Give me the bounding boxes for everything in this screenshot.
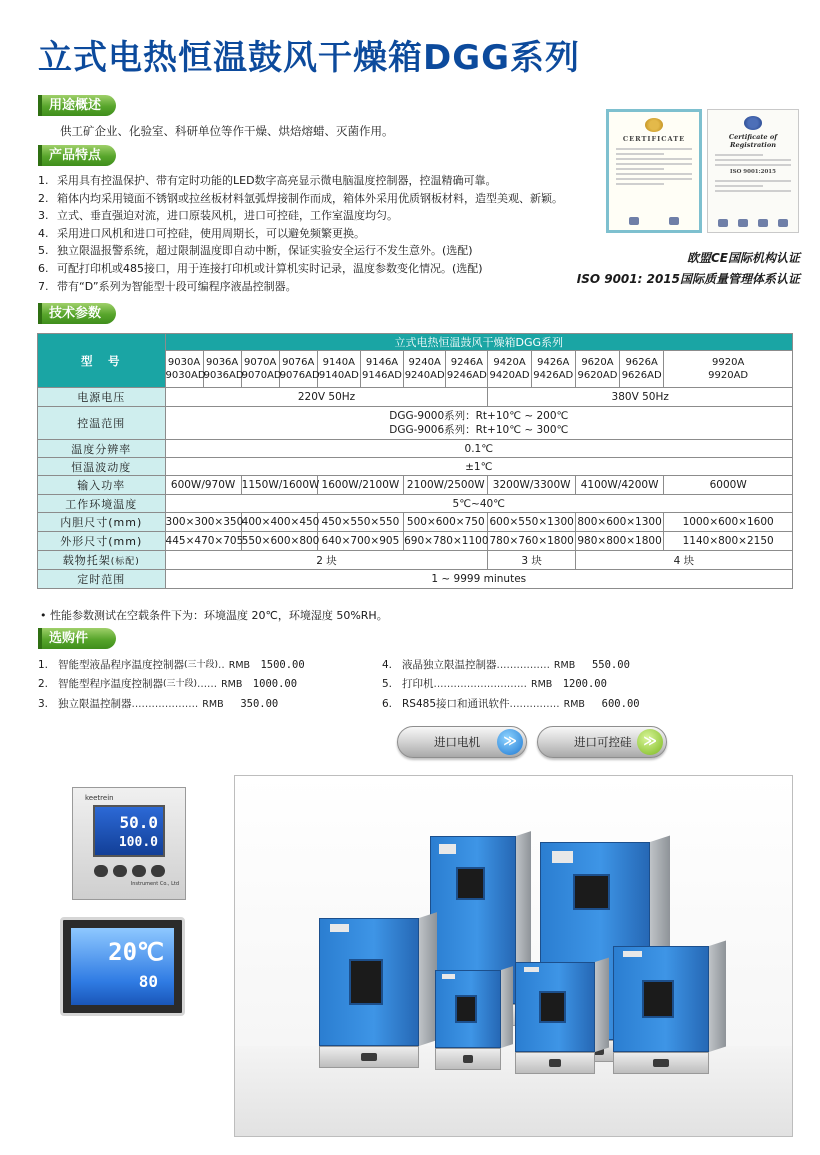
row-label: 输入功率 (38, 476, 166, 495)
feature-item: 2. 箱体内均采用镜面不锈钢或拉丝板材料氩弧焊接制作而成，箱体外采用优质钢板材料，造型美观、新颖。 (38, 191, 563, 205)
model-cell: 9030A 9030AD (165, 351, 203, 388)
table-cell: 5℃~40℃ (165, 495, 792, 513)
iso-certificate (707, 109, 799, 233)
table-cell: 6000W (664, 476, 793, 495)
row-label: 载物托架(标配) (38, 551, 166, 570)
feature-item: 6. 可配打印机或485接口，用于连接打印机或计算机实时记录，温度参数变化情况。(选配) (38, 261, 483, 275)
model-cell: 9036A 9036AD (203, 351, 241, 388)
oven-image (319, 918, 419, 1068)
model-cell: 9246A 9246AD (446, 351, 488, 388)
table-cell: 3200W/3300W (488, 476, 575, 495)
model-cell: 9920A 9920AD (664, 351, 793, 388)
row-label: 电源电压 (38, 388, 166, 407)
section-tag-specs: 技术参数 (38, 303, 116, 324)
controller-reading-primary: 50.0 (119, 813, 158, 832)
table-cell: 450×550×550 (317, 513, 403, 532)
feature-item: 4. 采用进口风机和进口可控硅，使用周期长，可以避免频繁更换。 (38, 226, 365, 240)
table-cell: 690×780×1100 (404, 532, 488, 551)
feature-item: 5. 独立限温报警系统，超过限制温度即自动中断，保证实验安全运行不发生意外。(选配) (38, 244, 473, 258)
option-item: 3. 独立限温控制器 .................... RMB 350.00 (38, 697, 279, 710)
controller-brand: keetrein (85, 794, 114, 802)
lcd-reading-secondary: 80 (138, 972, 158, 991)
certificate-text-lines (713, 154, 793, 166)
imported-scr-button[interactable] (537, 726, 667, 758)
table-cell: 220V 50Hz (165, 388, 488, 407)
row-label: 控温范围 (38, 407, 166, 440)
section-tag-features: 产品特点 (38, 145, 116, 166)
option-item: 6. RS485接口和通讯软件 ............... RMB 600.00 (382, 697, 640, 710)
oven-image (435, 970, 501, 1070)
table-cell: 300×300×350 (165, 513, 241, 532)
imported-motor-button[interactable] (397, 726, 527, 758)
model-cell: 9146A 9146AD (360, 351, 403, 388)
row-label: 温度分辨率 (38, 440, 166, 458)
iso-standard-label: ISO 9001:2015 (730, 169, 776, 175)
oven-image (515, 962, 595, 1074)
table-cell: 4 块 (575, 551, 792, 570)
controller-footer: Instrument Co., Ltd (130, 881, 179, 887)
double-chevron-icon: ≫ (637, 729, 663, 755)
iso-caption: ISO 9001: 2015国际质量管理体系认证 (576, 272, 800, 286)
model-cell: 9426A 9426AD (531, 351, 575, 388)
options-list-right (382, 656, 640, 714)
feature-list (38, 172, 598, 295)
controller-reading-secondary: 100.0 (118, 835, 158, 850)
table-cell: 980×800×1800 (575, 532, 663, 551)
series-header: 立式电热恒温鼓风干燥箱DGG系列 (165, 334, 792, 351)
table-cell: ±1℃ (165, 458, 792, 476)
test-conditions-note: • 性能参数测试在空载条件下为：环境温度 20℃，环境湿度 50%RH。 (40, 609, 388, 622)
table-cell: 400×400×450 (241, 513, 317, 532)
model-cell: 9626A 9626AD (620, 351, 664, 388)
ce-logo-icon (614, 217, 694, 225)
oven-image (613, 946, 709, 1074)
table-cell: 640×700×905 (317, 532, 403, 551)
model-cell: 9420A 9420AD (488, 351, 531, 388)
table-cell: 0.1℃ (165, 440, 792, 458)
table-cell: 800×600×1300 (575, 513, 663, 532)
table-cell: 550×600×800 (241, 532, 317, 551)
imported-motor-label: 进口电机 (434, 735, 480, 749)
accreditation-logos-icon (713, 219, 793, 227)
row-label: 外形尺寸(mm) (38, 532, 166, 551)
registrar-logo-icon (744, 116, 762, 130)
row-label: 内胆尺寸(mm) (38, 513, 166, 532)
page-title: 立式电热恒温鼓风干燥箱DGG系列 (38, 38, 581, 78)
table-cell: 2100W/2500W (404, 476, 488, 495)
option-item: 4. 液晶独立限温控制器 ................ RMB 550.00 (382, 659, 630, 671)
table-cell: 600×550×1300 (488, 513, 575, 532)
option-item: 1. 智能型液晶程序温度控制器 (三十段) .. RMB 1500.00 (38, 659, 305, 671)
table-cell: 1600W/2100W (317, 476, 403, 495)
row-label: 工作环境温度 (38, 495, 166, 513)
table-cell: 2 块 (165, 551, 488, 570)
table-cell: 4100W/4200W (575, 476, 663, 495)
table-cell: 1000×600×1600 (664, 513, 793, 532)
table-cell: 600W/970W (165, 476, 241, 495)
feature-item: 7. 带有“D”系列为智能型十段可编程序液晶控制器。 (38, 279, 297, 293)
option-item: 5. 打印机 ............................ RMB 1200.00 (382, 678, 607, 691)
option-item: 2. 智能型程序温度控制器 (三十段) ...... RMB 1000.00 (38, 678, 298, 691)
table-cell: 1150W/1600W (241, 476, 317, 495)
table-cell: 500×600×750 (404, 513, 488, 532)
table-cell: 780×760×1800 (488, 532, 575, 551)
table-cell: 445×470×705 (165, 532, 241, 551)
seal-icon (645, 118, 663, 132)
iso-certificate-heading: Certificate of Registration (728, 133, 778, 149)
product-photo (234, 775, 793, 1137)
led-controller-image (72, 787, 186, 900)
feature-item: 3. 立式、垂直强迫对流，进口原装风机，进口可控硅，工作室温度均匀。 (38, 209, 398, 223)
double-chevron-icon: ≫ (497, 729, 523, 755)
row-label: 定时范围 (38, 570, 166, 589)
controller-buttons (79, 865, 179, 877)
model-cell: 9140A 9140AD (317, 351, 360, 388)
model-cell: 9620A 9620AD (575, 351, 619, 388)
ce-certificate (606, 109, 702, 233)
feature-item: 1. 采用具有控温保护、带有定时功能的LED数字高亮显示微电脑温度控制器，控温精确可靠。 (38, 174, 497, 187)
table-cell: 380V 50Hz (488, 388, 793, 407)
lcd-controller-image (60, 917, 185, 1016)
row-label: 恒温波动度 (38, 458, 166, 476)
ce-certificate-heading: CERTIFICATE (622, 135, 686, 143)
certificate-images (606, 109, 799, 233)
controller-screen (93, 805, 165, 857)
lcd-reading-primary: 20℃ (108, 938, 164, 966)
model-cell: 9240A 9240AD (404, 351, 446, 388)
table-cell: 1140×800×2150 (664, 532, 793, 551)
section-tag-usage: 用途概述 (38, 95, 116, 116)
section-tag-options: 选购件 (38, 628, 116, 649)
ce-caption: 欧盟CE国际机构认证 (686, 251, 800, 265)
lcd-screen (71, 928, 174, 1005)
imported-scr-label: 进口可控硅 (574, 735, 632, 749)
spec-table (37, 333, 793, 589)
model-cell: 9076A 9076AD (279, 351, 317, 388)
model-label: 型 号 (38, 334, 166, 388)
usage-text: 供工矿企业、化验室、科研单位等作干燥、烘焙熔蜡、灭菌作用。 (60, 124, 394, 138)
certificate-text-lines (614, 148, 694, 185)
table-cell: 1 ~ 9999 minutes (165, 570, 792, 589)
options-list-left (38, 656, 305, 714)
table-cell: 3 块 (488, 551, 575, 570)
model-cell: 9070A 9070AD (241, 351, 279, 388)
table-cell: DGG-9000系列：Rt+10℃ ~ 200℃ DGG-9006系列：Rt+10℃ ~ 300℃ (165, 407, 792, 440)
